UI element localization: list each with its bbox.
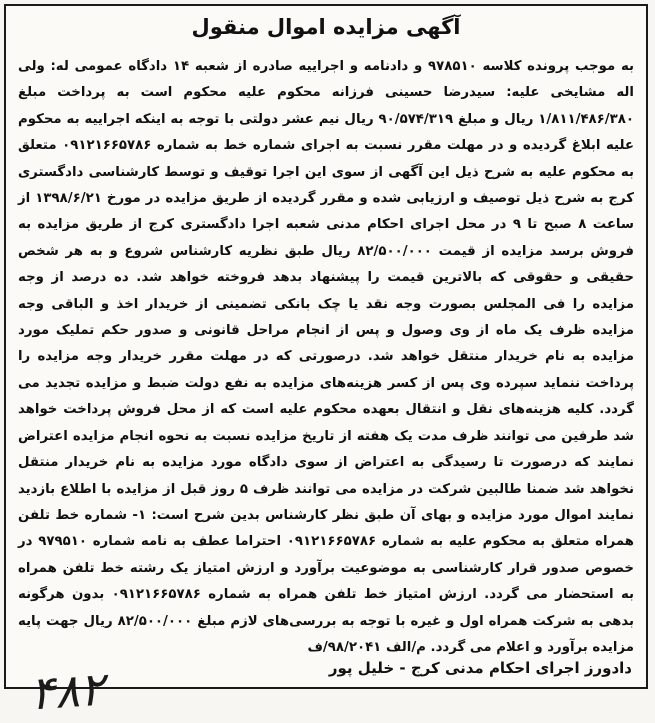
notice-title: آگهی مزایده اموال منقول [191, 15, 461, 39]
notice-body: به موجب پرونده کلاسه ۹۷۸۵۱۰ و دادنامه و اجراییه صادره از شعبه ۱۴ دادگاه عمومی له: ولی اله مشایخی علیه: سیدرضا حسینی فرزانه محکوم علیه محکوم است به پرداخت مبلغ ۱/۸۱۱/۴۸۶/۳۸۰ ریال و مبلغ ۹۰/۵۷۴/۳۱۹ ریال نیم عشر دولتی با توجه به اینکه اجراییه به محکوم علیه ابلاغ گردیده و در مهلت مقرر نسبت به اجرای شماره خط به شماره ۰۹۱۲۱۶۶۵۷۸۶ متعلق به محکوم علیه به شرح ذیل این آگهی از سوی این اجرا توقیف و توسط کارشناسی دادگستری کرج به شرح ذیل توصیف و ارزیابی شده و مقرر گردیده از طریق مزایده در مورخ ۱۳۹۸/۶/۲۱ از ساعت ۸ صبح تا ۹ در محل اجرای احکام مدنی شعبه اجرا دادگستری کرج از طریق مزایده به فروش برسد مزایده از قیمت ۸۲/۵۰۰/۰۰۰ ریال طبق نظریه کارشناس شروع و به هر شخص حقیقی و حقوقی که بالاترین قیمت را پیشنهاد بدهد فروخته خواهد شد. ده درصد از وجه مزایده را فی المجلس بصورت وجه نقد یا چک بانکی تضمینی از خریدار اخذ و الباقی وجه مزایده ظرف یک ماه از وی وصول و پس از انجام مراحل قانونی و صدور حکم تملیک مورد مزایده به نام خریدار منتقل خواهد شد. درصورتی که در مهلت مقرر خریدار وجه مزایده را پرداخت ننماید سپرده وی پس از کسر هزینه‌های مزایده به نفع دولت ضبط و مزایده تجدید می گردد. کلیه هزینه‌های نقل و انتقال بعهده محکوم علیه است که از محل فروش پرداخت خواهد شد طرفین می توانند ظرف مدت یک هفته از تاریخ مزایده نسبت به نحوه انجام مزایده اعتراض نمایند که درصورت تا رسیدگی به اعتراض از سوی دادگاه مورد مزایده به نام خریدار منتقل نخواهد شد ضمنا طالبین شرکت در مزایده می توانند ظرف ۵ روز قبل از مزایده با اطلاع بازدید نمایند اموال مورد مزایده و بهای آن طبق نظر کارشناس بدین شرح است: ۱- شماره خط تلفن همراه متعلق به محکوم علیه به شماره ۰۹۱۲۱۶۶۵۷۸۶ احتراما عطف به نامه شماره ۹۷۹۵۱۰ در خصوص صدور قرار کارشناسی به موضوعیت برآورد و ارزش امتیاز یک رشته خط تلفن همراه به استحضار می گردد. ارزش امتیاز خط تلفن همراه به شماره ۰۹۱۲۱۶۶۵۷۸۶ بدون هرگونه بدهی به شرکت همراه اول و غیره با توجه به بررسی‌های لازم مبلغ ۸۲/۵۰۰/۰۰۰ ریال جهت پایه مزایده برآورد و اعلام می گردد. م/الف ۹۸/۲۰۴۱/ف [18, 59, 635, 655]
notice-signature: دادورز اجرای احکام مدنی کرج - خلیل پور [328, 659, 632, 677]
auction-notice-box [4, 4, 648, 689]
handwritten-number: ۴۸۲ [28, 661, 106, 721]
